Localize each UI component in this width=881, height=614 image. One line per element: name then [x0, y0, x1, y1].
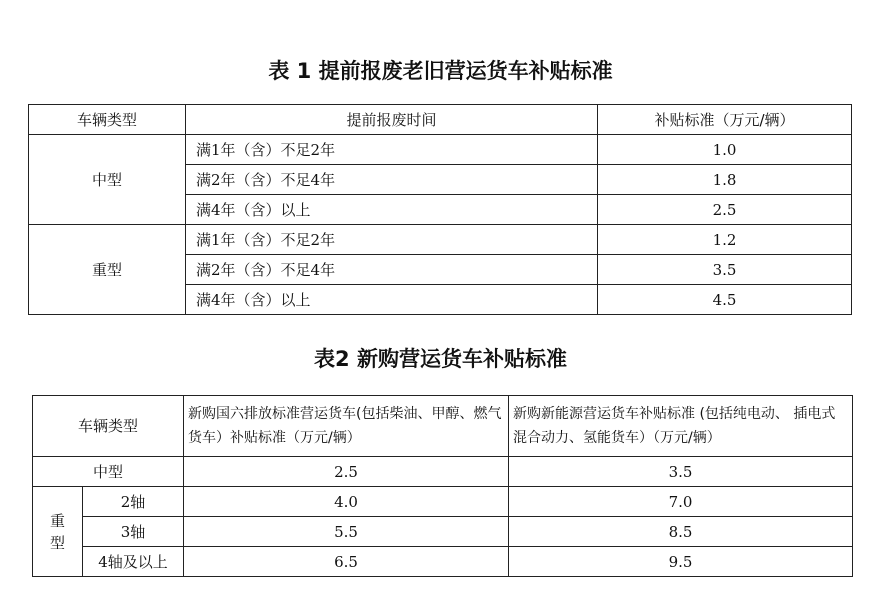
- vehicle-type-cell: 中型: [33, 457, 184, 487]
- subsidy-cell: 1.2: [598, 225, 852, 255]
- table-header-row: [33, 396, 853, 457]
- table-row: [29, 135, 852, 165]
- subsidy-cell: 1.0: [598, 135, 852, 165]
- china6-subsidy-cell: 2.5: [184, 457, 509, 487]
- header-subsidy: 补贴标准（万元/辆）: [598, 105, 852, 135]
- china6-subsidy-cell: 6.5: [184, 547, 509, 577]
- header-vehicle-type: 车辆类型: [29, 105, 186, 135]
- new-energy-subsidy-cell: 7.0: [509, 487, 853, 517]
- new-energy-subsidy-cell: 9.5: [509, 547, 853, 577]
- subsidy-cell: 2.5: [598, 195, 852, 225]
- table-row: [33, 457, 853, 487]
- scrap-time-cell: 满2年（含）不足4年: [186, 255, 598, 285]
- scrap-time-cell: 满4年（含）以上: [186, 285, 598, 315]
- axle-cell: 2轴: [83, 487, 184, 517]
- vehicle-type-cell: 中型: [29, 135, 186, 225]
- scrap-time-cell: 满1年（含）不足2年: [186, 225, 598, 255]
- scrap-time-cell: 满2年（含）不足4年: [186, 165, 598, 195]
- vehicle-type-cell: 重型: [29, 225, 186, 315]
- subsidy-cell: 4.5: [598, 285, 852, 315]
- table2-title: 表2 新购营运货车补贴标准: [314, 347, 567, 371]
- new-energy-subsidy-cell: 8.5: [509, 517, 853, 547]
- header-vehicle-type: 车辆类型: [33, 396, 184, 457]
- china6-subsidy-cell: 5.5: [184, 517, 509, 547]
- new-energy-subsidy-cell: 3.5: [509, 457, 853, 487]
- axle-cell: 3轴: [83, 517, 184, 547]
- table1-title: 表 1 提前报废老旧营运货车补贴标准: [268, 59, 613, 83]
- table-row: [33, 547, 853, 577]
- heavy-type-cell: [33, 487, 83, 577]
- old-truck-scrap-subsidy-table: [28, 104, 852, 315]
- new-truck-purchase-subsidy-table: [32, 395, 853, 577]
- table-row: [29, 225, 852, 255]
- table-header-row: [29, 105, 852, 135]
- china6-subsidy-cell: 4.0: [184, 487, 509, 517]
- header-scrap-time: 提前报废时间: [186, 105, 598, 135]
- heavy-type-label: 重型: [50, 511, 66, 552]
- scrap-time-cell: 满4年（含）以上: [186, 195, 598, 225]
- table-row: [33, 517, 853, 547]
- subsidy-cell: 3.5: [598, 255, 852, 285]
- table-row: [33, 487, 853, 517]
- axle-cell: 4轴及以上: [83, 547, 184, 577]
- header-new-energy-subsidy: 新购新能源营运货车补贴标准 (包括纯电动、 插电式混合动力、氢能货车）（万元/辆）: [509, 396, 853, 457]
- scrap-time-cell: 满1年（含）不足2年: [186, 135, 598, 165]
- header-china6-subsidy: 新购国六排放标准营运货车(包括柴油、甲醇、燃气货车）补贴标准（万元/辆）: [184, 396, 509, 457]
- subsidy-cell: 1.8: [598, 165, 852, 195]
